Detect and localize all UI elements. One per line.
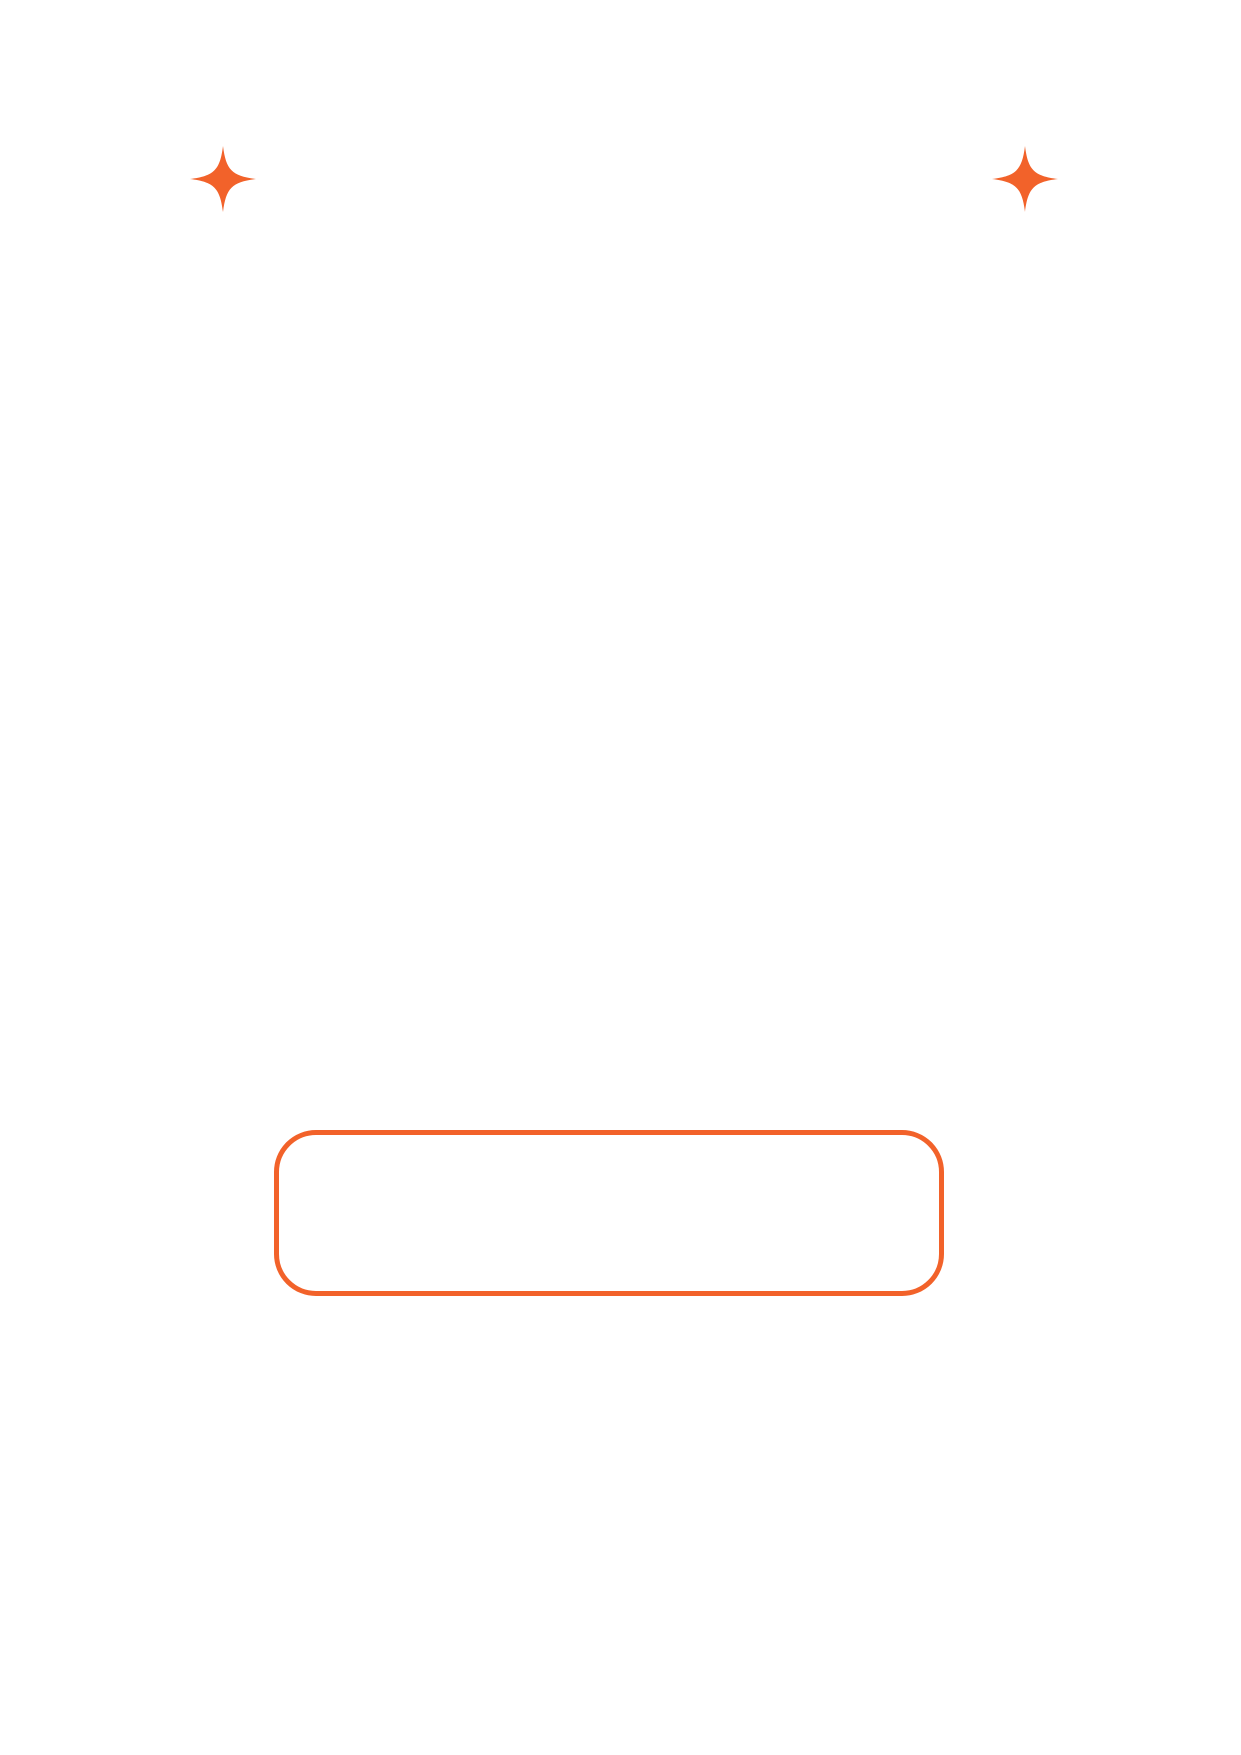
burger-price-badge <box>822 1490 982 1650</box>
dish-description-backhendlsalat <box>57 926 71 952</box>
dish-description-pasta-pomodoro <box>66 611 80 637</box>
dish-description-pulled-pork <box>66 524 88 550</box>
dish-description-leberknoedelsuppe <box>66 436 80 462</box>
checker-border-top <box>0 0 1241 90</box>
dish-name-pointers-salad <box>54 991 84 1037</box>
toppings-price-badge <box>818 1116 970 1268</box>
sparkle-star-right-icon <box>992 146 1058 212</box>
dish-description-currysuppe <box>66 346 80 372</box>
checker-border-bottom <box>0 1668 1241 1755</box>
sparkle-star-left-icon <box>190 146 256 212</box>
dish-description-rindsgulasch <box>66 698 80 724</box>
